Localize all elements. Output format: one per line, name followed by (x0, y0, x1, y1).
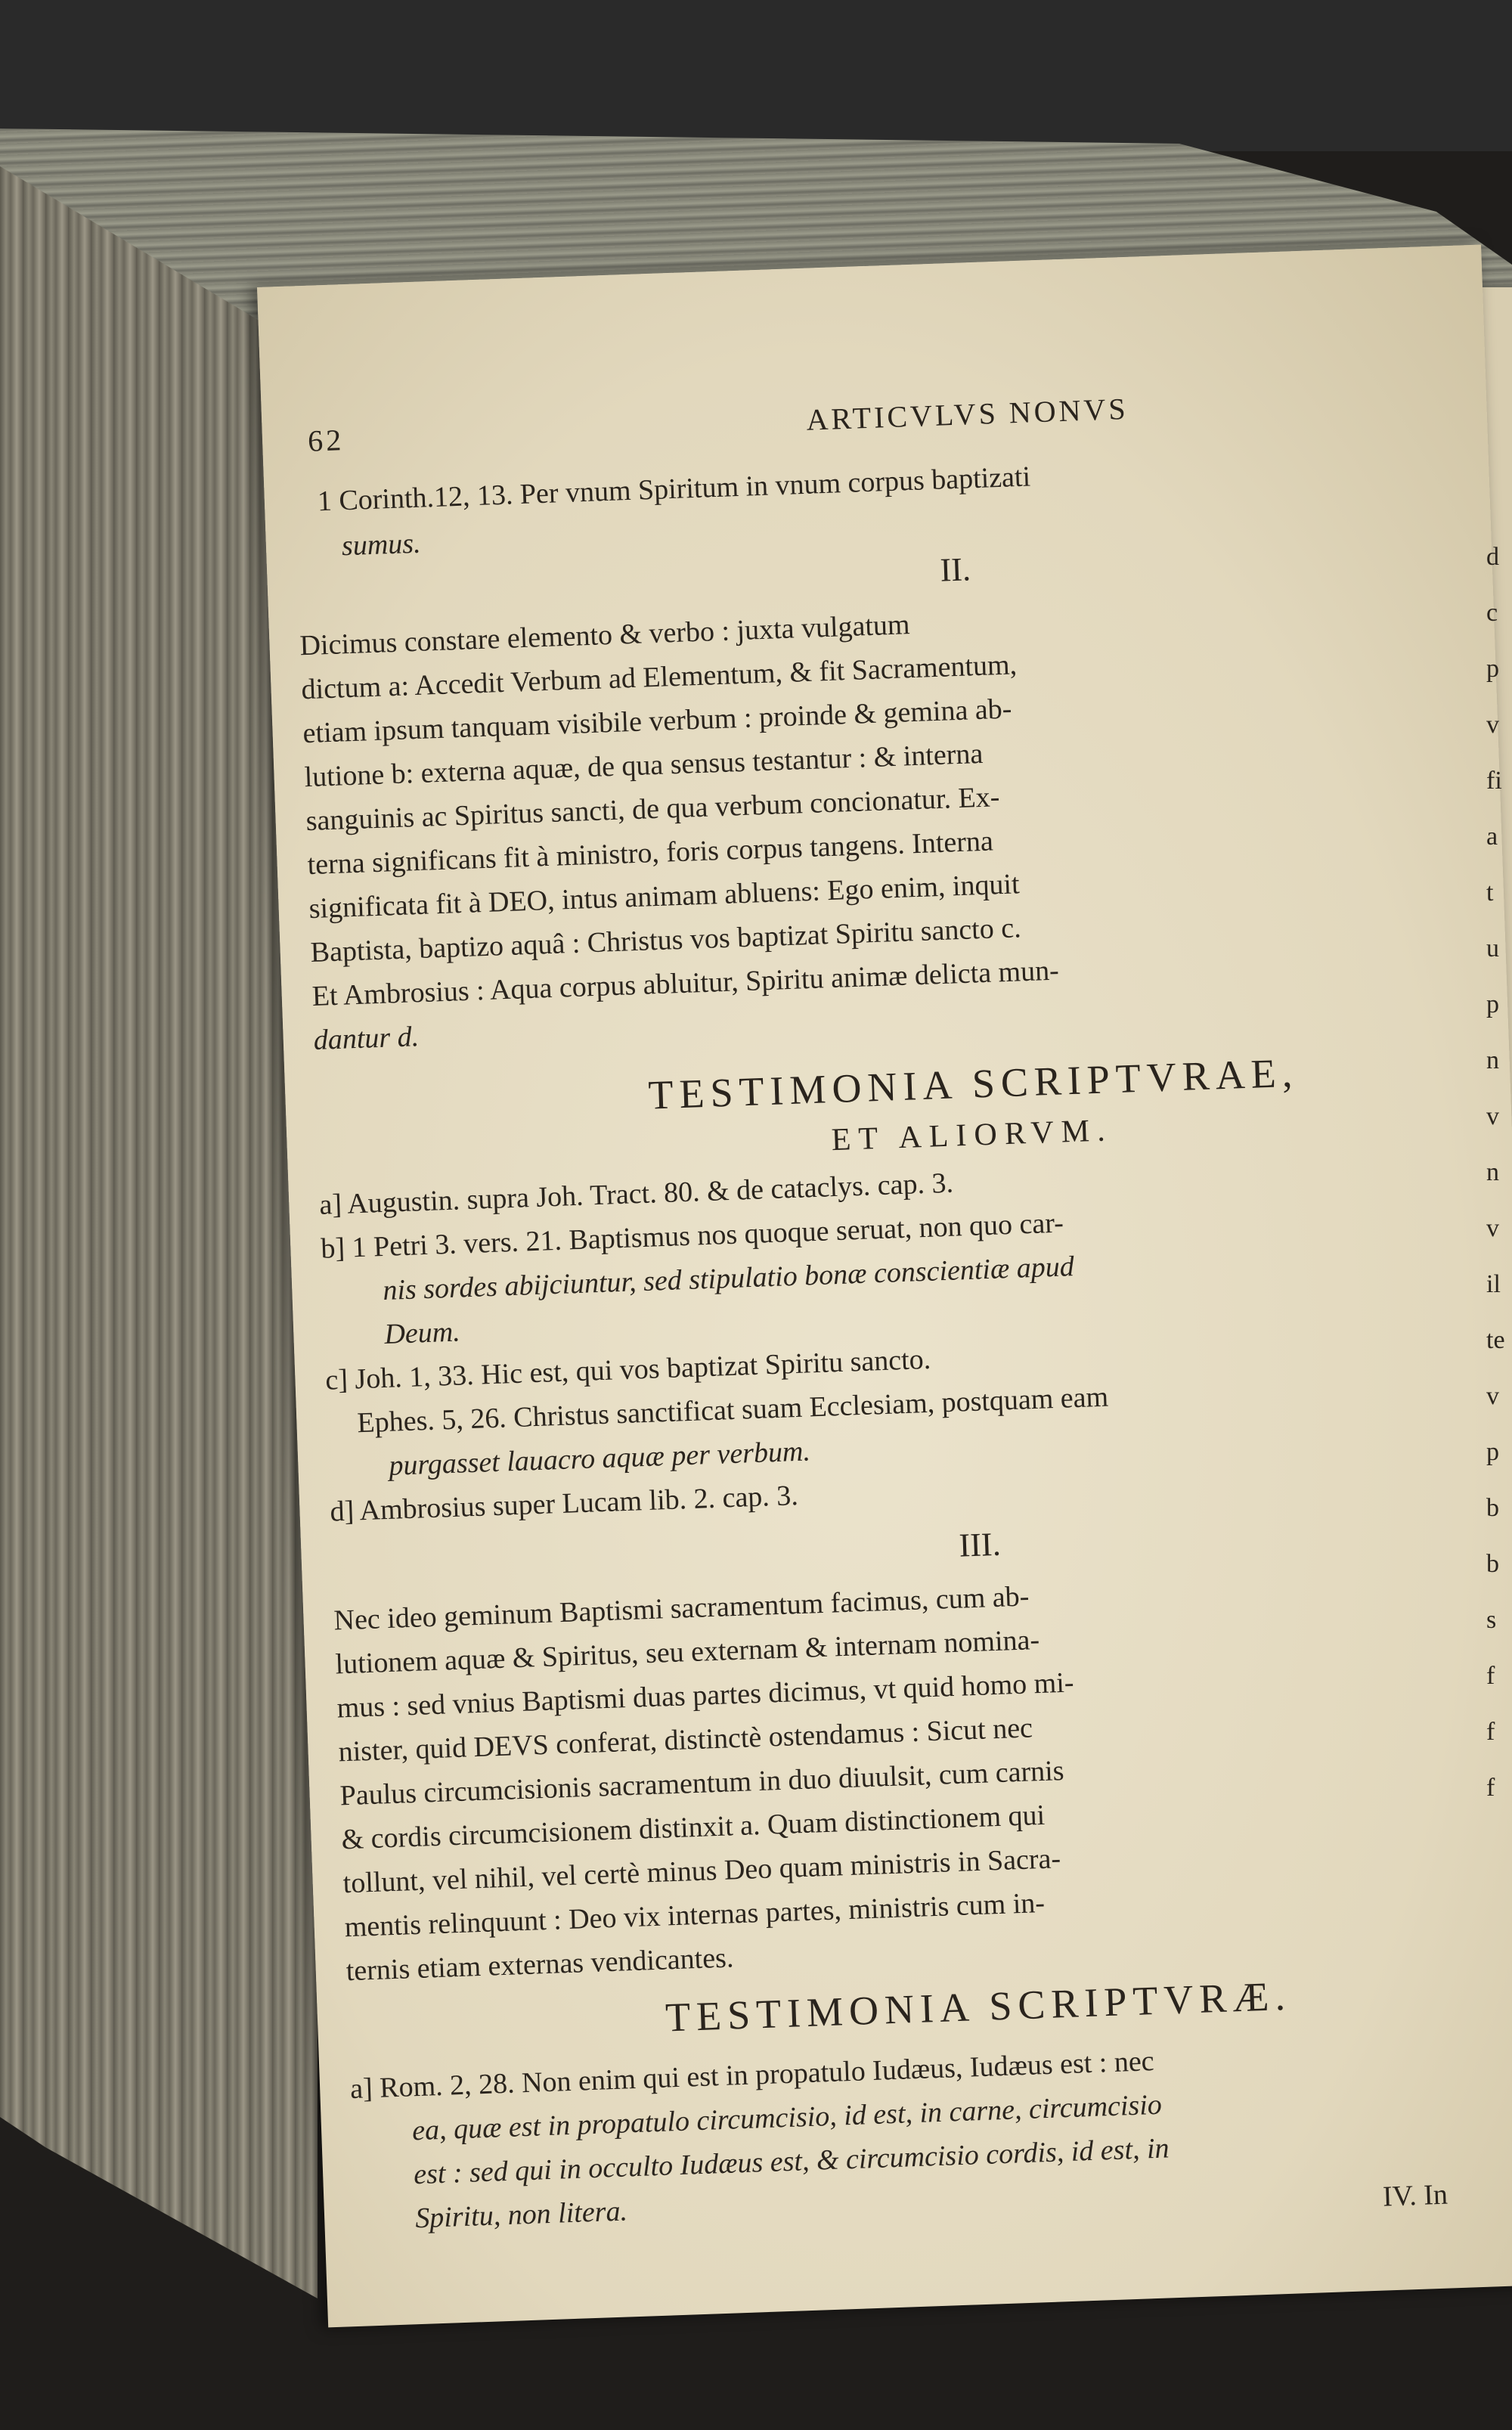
text-line: nis sordes abijciuntur, sed stipulatio bonæ conscientiæ apud (382, 1251, 1075, 1306)
text-line: Ephes. 5, 26. Christus sanctificat suam Ecclesiam, postquam eam (356, 1381, 1109, 1440)
text-line: ternis etiam externas vendicantes. (345, 1942, 735, 1988)
margin-fragment: p (1486, 1438, 1499, 1466)
text-line: terna significans fit à ministro, foris corpus tangens. Interna (306, 825, 994, 882)
margin-fragment: t (1486, 879, 1494, 907)
margin-fragment: fi (1486, 767, 1502, 795)
text-line: b] 1 Petri 3. vers. 21. Baptismus nos quoque seruat, non quo car- (320, 1207, 1064, 1265)
text-line: sumus. (341, 527, 422, 563)
text-line: III. (958, 1525, 1002, 1564)
margin-fragment: f (1486, 1774, 1495, 1802)
text-line: lutionem aquæ & Spiritus, seu externam & internam nomina- (334, 1623, 1040, 1681)
text-line: 1 Corinth.12, 13. Per vnum Spiritum in vnum corpus baptizati (317, 460, 1031, 518)
margin-fragment: v (1486, 1214, 1499, 1242)
text-line: significata fit à DEO, intus animam abluens: Ego enim, inquit (308, 868, 1021, 925)
text-line: purgasset lauacro aquæ per verbum. (388, 1435, 811, 1482)
page-number: 62 (307, 423, 345, 458)
text-line: est : sed qui in occulto Iudæus est, & circumcisio cordis, id est, in (413, 2132, 1170, 2191)
text-line: mus : sed vnius Baptismi duas partes dicimus, vt quid homo mi- (336, 1666, 1075, 1725)
text-line: Deum. (383, 1316, 461, 1350)
text-line: lutione b: externa aquæ, de qua sensus testantur : & interna (303, 737, 984, 794)
text-line: TESTIMONIA SCRIPTVRAE, (647, 1049, 1300, 1118)
text-line: IV. In (1382, 2178, 1448, 2213)
text-line: Baptista, baptizo aquâ : Christus vos baptizat Spiritu sancto c. (310, 912, 1022, 969)
margin-fragment: d (1486, 543, 1499, 571)
text-line: II. (939, 550, 971, 589)
text-line: Et Ambrosius : Aqua corpus abluitur, Spiritu animæ delicta mun- (311, 954, 1060, 1013)
book-page (257, 244, 1512, 2327)
margin-fragment: v (1486, 1102, 1499, 1130)
text-line: nister, quid DEVS conferat, distinctè ostendamus : Sicut nec (337, 1712, 1033, 1768)
text-line: dantur d. (313, 1021, 420, 1056)
text-line: ea, quæ est in propatulo circumcisio, id est, in carne, circumcisio (411, 2088, 1163, 2147)
text-line: a] Rom. 2, 28. Non enim qui est in propatulo Iudæus, Iudæus est : nec (349, 2045, 1155, 2106)
text-line: mentis relinquunt : Deo vix internas partes, ministris cum in- (344, 1886, 1046, 1944)
margin-fragment: f (1486, 1718, 1495, 1746)
margin-fragment: u (1486, 934, 1499, 962)
text-line: ET ALIORVM. (831, 1113, 1114, 1158)
text-line: Nec ideo geminum Baptismi sacramentum facimus, cum ab- (333, 1580, 1030, 1637)
margin-fragment: n (1486, 1158, 1499, 1186)
margin-fragment: b (1486, 1550, 1499, 1578)
text-line: etiam ipsum tanquam visibile verbum : proinde & gemina ab- (302, 693, 1012, 750)
margin-fragment: il (1486, 1270, 1501, 1298)
margin-fragment: p (1486, 990, 1499, 1018)
text-line: & cordis circumcisionem distinxit a. Quam distinctionem qui (340, 1799, 1046, 1856)
margin-fragment: b (1486, 1494, 1499, 1522)
margin-fragment: s (1486, 1606, 1497, 1634)
text-line: c] Joh. 1, 33. Hic est, qui vos baptizat Spiritu sancto. (324, 1343, 931, 1396)
margin-fragment: f (1486, 1662, 1495, 1690)
text-line: tollunt, vel nihil, vel certè minus Deo quam ministris in Sacra- (342, 1843, 1061, 1900)
text-line: Spiritu, non litera. (414, 2195, 628, 2235)
text-line: a] Augustin. supra Joh. Tract. 80. & de cataclys. cap. 3. (318, 1167, 954, 1221)
facing-page-margin (1486, 529, 1509, 1816)
text-line: sanguinis ac Spiritus sancti, de qua verbum concionatur. Ex- (305, 781, 1000, 838)
margin-fragment: te (1486, 1326, 1505, 1354)
running-head: ARTICVLVS NONVS (805, 391, 1129, 437)
margin-fragment: a (1486, 823, 1498, 851)
text-line: TESTIMONIA SCRIPTVRÆ. (665, 1973, 1292, 2041)
margin-fragment: c (1486, 599, 1498, 627)
margin-fragment: v (1486, 711, 1499, 739)
text-line: Dicimus constare elemento & verbo : juxta vulgatum (299, 609, 911, 662)
dark-background (0, 0, 1512, 151)
text-line: dictum a: Accedit Verbum ad Elementum, & fit Sacramentum, (300, 649, 1018, 706)
text-line: Paulus circumcisionis sacramentum in duo diuulsit, cum carnis (339, 1754, 1065, 1812)
margin-fragment: n (1486, 1046, 1499, 1074)
text-line: d] Ambrosius super Lucam lib. 2. cap. 3. (329, 1480, 799, 1528)
margin-fragment: p (1486, 655, 1499, 683)
margin-fragment: v (1486, 1382, 1499, 1410)
